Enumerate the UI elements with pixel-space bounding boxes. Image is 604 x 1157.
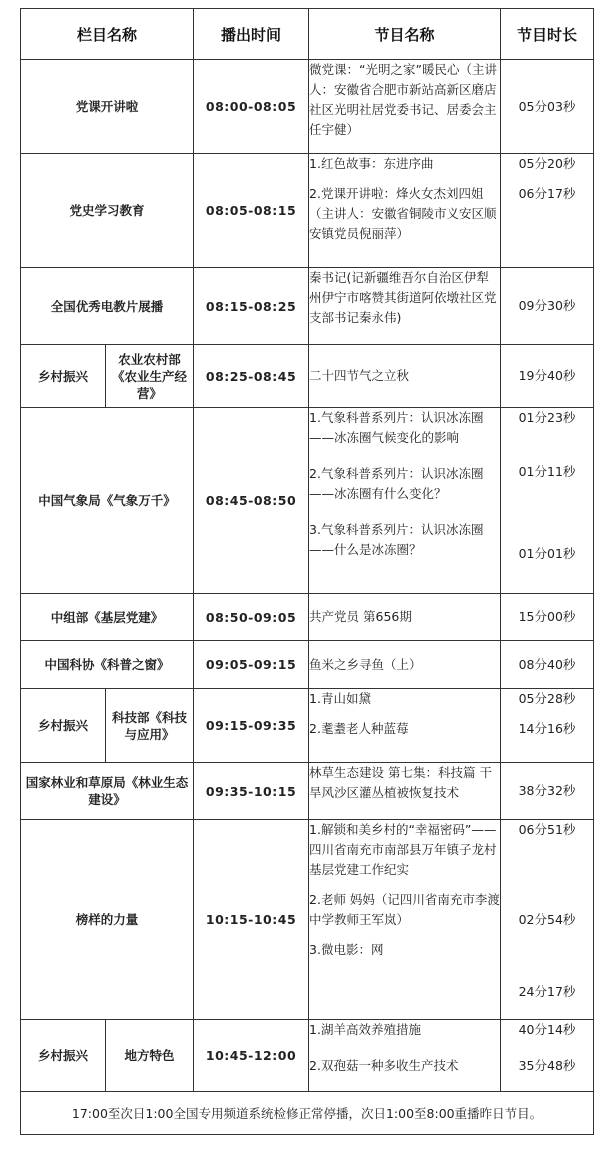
program-item: 2.老师 妈妈（记四川省南充市李渡中学教师王军岚） — [309, 892, 500, 927]
program-item: 二十四节气之立秋 — [309, 368, 410, 383]
duration-item: 24分17秒 — [518, 984, 576, 999]
program-item: 2.耄耋老人种蓝莓 — [309, 721, 409, 736]
duration-item: 06分51秒 — [518, 822, 576, 837]
duration-cell — [501, 408, 594, 594]
program-cell — [309, 594, 501, 641]
duration-item: 02分54秒 — [518, 912, 576, 927]
program-item: 共产党员 第656期 — [309, 609, 412, 624]
duration-item: 14分16秒 — [518, 721, 576, 736]
air-time: 08:45-08:50 — [194, 408, 309, 594]
column-subname: 科技部《科技与应用》 — [106, 689, 194, 763]
table-row — [21, 689, 594, 763]
header-time: 播出时间 — [194, 9, 309, 60]
duration-cell — [501, 689, 594, 763]
program-item: 林草生态建设 第七集：科技篇 干旱风沙区灌丛植被恢复技术 — [309, 765, 492, 800]
column-name: 全国优秀电教片展播 — [21, 268, 194, 345]
air-time: 08:15-08:25 — [194, 268, 309, 345]
air-time: 09:05-09:15 — [194, 641, 309, 689]
duration-item: 40分14秒 — [518, 1022, 576, 1037]
column-name: 榜样的力量 — [21, 820, 194, 1020]
duration-item: 06分17秒 — [518, 186, 576, 201]
table-row — [21, 1020, 594, 1092]
program-item: 3.微电影：网 — [309, 942, 384, 957]
column-name: 党课开讲啦 — [21, 60, 194, 154]
table-row — [21, 60, 594, 154]
table-row — [21, 641, 594, 689]
program-item: 2.双孢菇一种多收生产技术 — [309, 1058, 459, 1073]
duration-cell — [501, 345, 594, 408]
table-row — [21, 763, 594, 820]
table-row — [21, 594, 594, 641]
duration-item: 35分48秒 — [518, 1058, 576, 1073]
duration-item: 19分40秒 — [518, 368, 576, 383]
duration-item: 08分40秒 — [518, 656, 576, 672]
program-item: 1.青山如黛 — [309, 691, 371, 706]
program-cell — [309, 820, 501, 1020]
schedule-table — [20, 8, 594, 1135]
air-time: 08:25-08:45 — [194, 345, 309, 408]
column-name: 党史学习教育 — [21, 154, 194, 268]
air-time: 10:45-12:00 — [194, 1020, 309, 1092]
air-time: 08:50-09:05 — [194, 594, 309, 641]
program-item: 2.党课开讲啦：烽火女杰刘四姐（主讲人：安徽省铜陵市义安区顺安镇党员倪丽萍） — [309, 186, 497, 241]
duration-cell — [501, 820, 594, 1020]
header-duration: 节目时长 — [501, 9, 594, 60]
column-name: 中组部《基层党建》 — [21, 594, 194, 641]
column-name: 中国科协《科普之窗》 — [21, 641, 194, 689]
duration-item: 05分20秒 — [518, 156, 576, 171]
column-subname: 地方特色 — [106, 1020, 194, 1092]
duration-item: 38分32秒 — [518, 783, 576, 798]
program-cell — [309, 345, 501, 408]
column-subname: 农业农村部《农业生产经营》 — [106, 345, 194, 408]
program-item: 1.气象科普系列片：认识冰冻圈——冰冻圈气候变化的影响 — [309, 410, 484, 445]
column-name: 乡村振兴 — [21, 345, 106, 408]
duration-cell — [501, 594, 594, 641]
program-cell — [309, 408, 501, 594]
duration-item: 01分23秒 — [518, 410, 576, 425]
air-time: 08:00-08:05 — [194, 60, 309, 154]
program-cell — [309, 689, 501, 763]
table-row — [21, 345, 594, 408]
air-time: 09:15-09:35 — [194, 689, 309, 763]
duration-cell — [501, 1020, 594, 1092]
header-row — [21, 9, 594, 60]
air-time: 08:05-08:15 — [194, 154, 309, 268]
program-item: 1.红色故事：东进序曲 — [309, 156, 434, 171]
program-cell — [309, 641, 501, 689]
footer-row — [21, 1092, 594, 1135]
duration-item: 01分11秒 — [518, 464, 576, 479]
program-item: 秦书记(记新疆维吾尔自治区伊犁州伊宁市喀赞其街道阿依墩社区党支部书记秦永伟) — [309, 270, 497, 325]
table-row — [21, 154, 594, 268]
program-item: 1.湖羊高效养殖措施 — [309, 1022, 421, 1037]
program-item: 2.气象科普系列片：认识冰冻圈——冰冻圈有什么变化？ — [309, 466, 484, 501]
program-item: 鱼米之乡寻鱼（上） — [309, 656, 422, 672]
header-program: 节目名称 — [309, 9, 501, 60]
column-name: 国家林业和草原局《林业生态建设》 — [21, 763, 194, 820]
column-name: 乡村振兴 — [21, 689, 106, 763]
duration-cell — [501, 763, 594, 820]
duration-item: 05分03秒 — [518, 98, 576, 114]
air-time: 09:35-10:15 — [194, 763, 309, 820]
duration-item: 05分28秒 — [518, 691, 576, 706]
program-item: 微党课：“光明之家”暖民心（主讲人：安徽省合肥市新站高新区磨店社区光明社居党委书记、居委会主任宇健） — [309, 62, 497, 137]
duration-item: 01分01秒 — [518, 546, 576, 561]
program-cell — [309, 268, 501, 345]
program-cell — [309, 763, 501, 820]
header-column: 栏目名称 — [21, 9, 194, 60]
table-row — [21, 820, 594, 1020]
duration-item: 09分30秒 — [518, 298, 576, 313]
program-cell — [309, 1020, 501, 1092]
column-name: 中国气象局《气象万千》 — [21, 408, 194, 594]
program-item: 1.解锁和美乡村的“幸福密码”——四川省南充市南部县万年镇子龙村基层党建工作纪实 — [309, 822, 497, 877]
table-row — [21, 408, 594, 594]
duration-item: 15分00秒 — [518, 609, 576, 624]
column-name: 乡村振兴 — [21, 1020, 106, 1092]
footer-note: 17:00至次日1:00全国专用频道系统检修正常停播，次日1:00至8:00重播昨日节目。 — [21, 1092, 594, 1135]
duration-cell — [501, 641, 594, 689]
program-cell — [309, 154, 501, 268]
duration-cell — [501, 60, 594, 154]
program-cell — [309, 60, 501, 154]
duration-cell — [501, 268, 594, 345]
program-item: 3.气象科普系列片：认识冰冻圈——什么是冰冻圈？ — [309, 522, 484, 557]
duration-cell — [501, 154, 594, 268]
air-time: 10:15-10:45 — [194, 820, 309, 1020]
table-row — [21, 268, 594, 345]
